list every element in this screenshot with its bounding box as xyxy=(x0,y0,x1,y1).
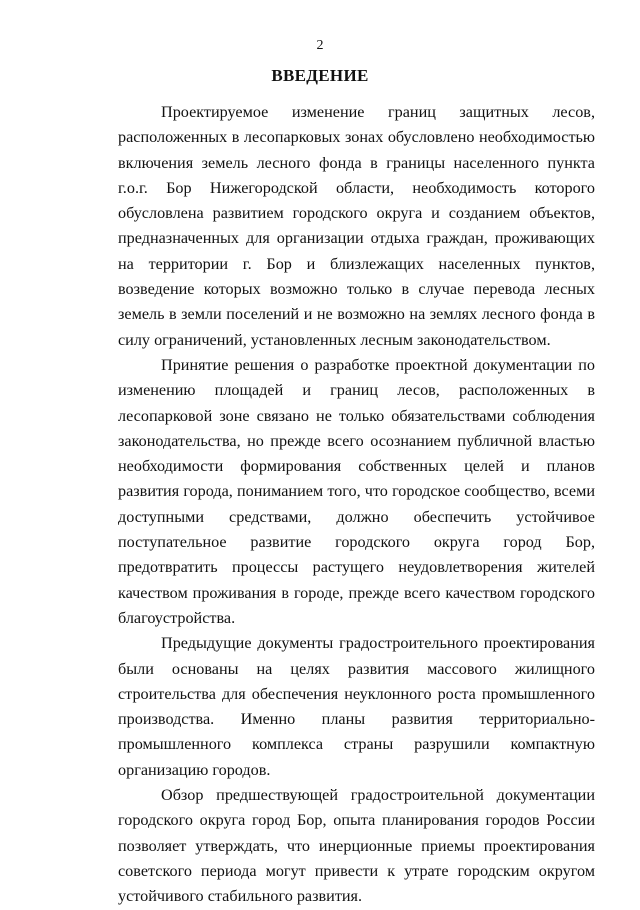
page-number: 2 xyxy=(316,38,324,53)
paragraph-1: Проектируемое изменение границ защитных лесов, расположенных в лесопарковых зонах обусловлено необходимостью включения земель лесного фонда в границы населенного пункта г.о.г. Бор Нижегородской области, необходимость которого обусловлена развитием городского округа и созданием объектов, предназначенных для организации отдыха граждан, проживающих на территории г. Бор и близлежащих населенных пунктов, возведение которых возможно только в случае перевода лесных земель в земли поселений и не возможно на землях лесного фонда в силу ограничений, установленных лесным законодательством. xyxy=(118,103,595,349)
paragraph-3: Предыдущие документы градостроительного проектирования были основаны на целях развития массового жилищного строительства для обеспечения неуклонного роста промышленного производства. Именно планы развития территориально-промышленного комплекса страны разрушили компактную организацию городов. xyxy=(118,634,595,779)
paragraph-4: Обзор предшествующей градостроительной документации городского округа город Бор, опыта планирования городов России позволяет утверждать, что инерционные приемы проектирования советского периода могут привести к утрате городским округом устойчивого стабильного развития. xyxy=(118,786,595,906)
body-text xyxy=(118,100,595,910)
paragraph-2: Принятие решения о разработке проектной документации по изменению площадей и границ лесов, расположенных в лесопарковой зоне связано не только обязательствами соблюдения законодательства, но прежде всего осознанием публичной властью необходимости формирования собственных целей и планов развития города, пониманием того, что городское сообщество, всеми доступными средствами, должно обеспечить устойчивое поступательное развитие городского округа город Бор, предотвратить процессы растущего неудовлетворения жителей качеством проживания в городе, прежде всего качеством городского благоустройства. xyxy=(118,355,595,627)
section-heading: ВВЕДЕНИЕ xyxy=(271,66,369,85)
